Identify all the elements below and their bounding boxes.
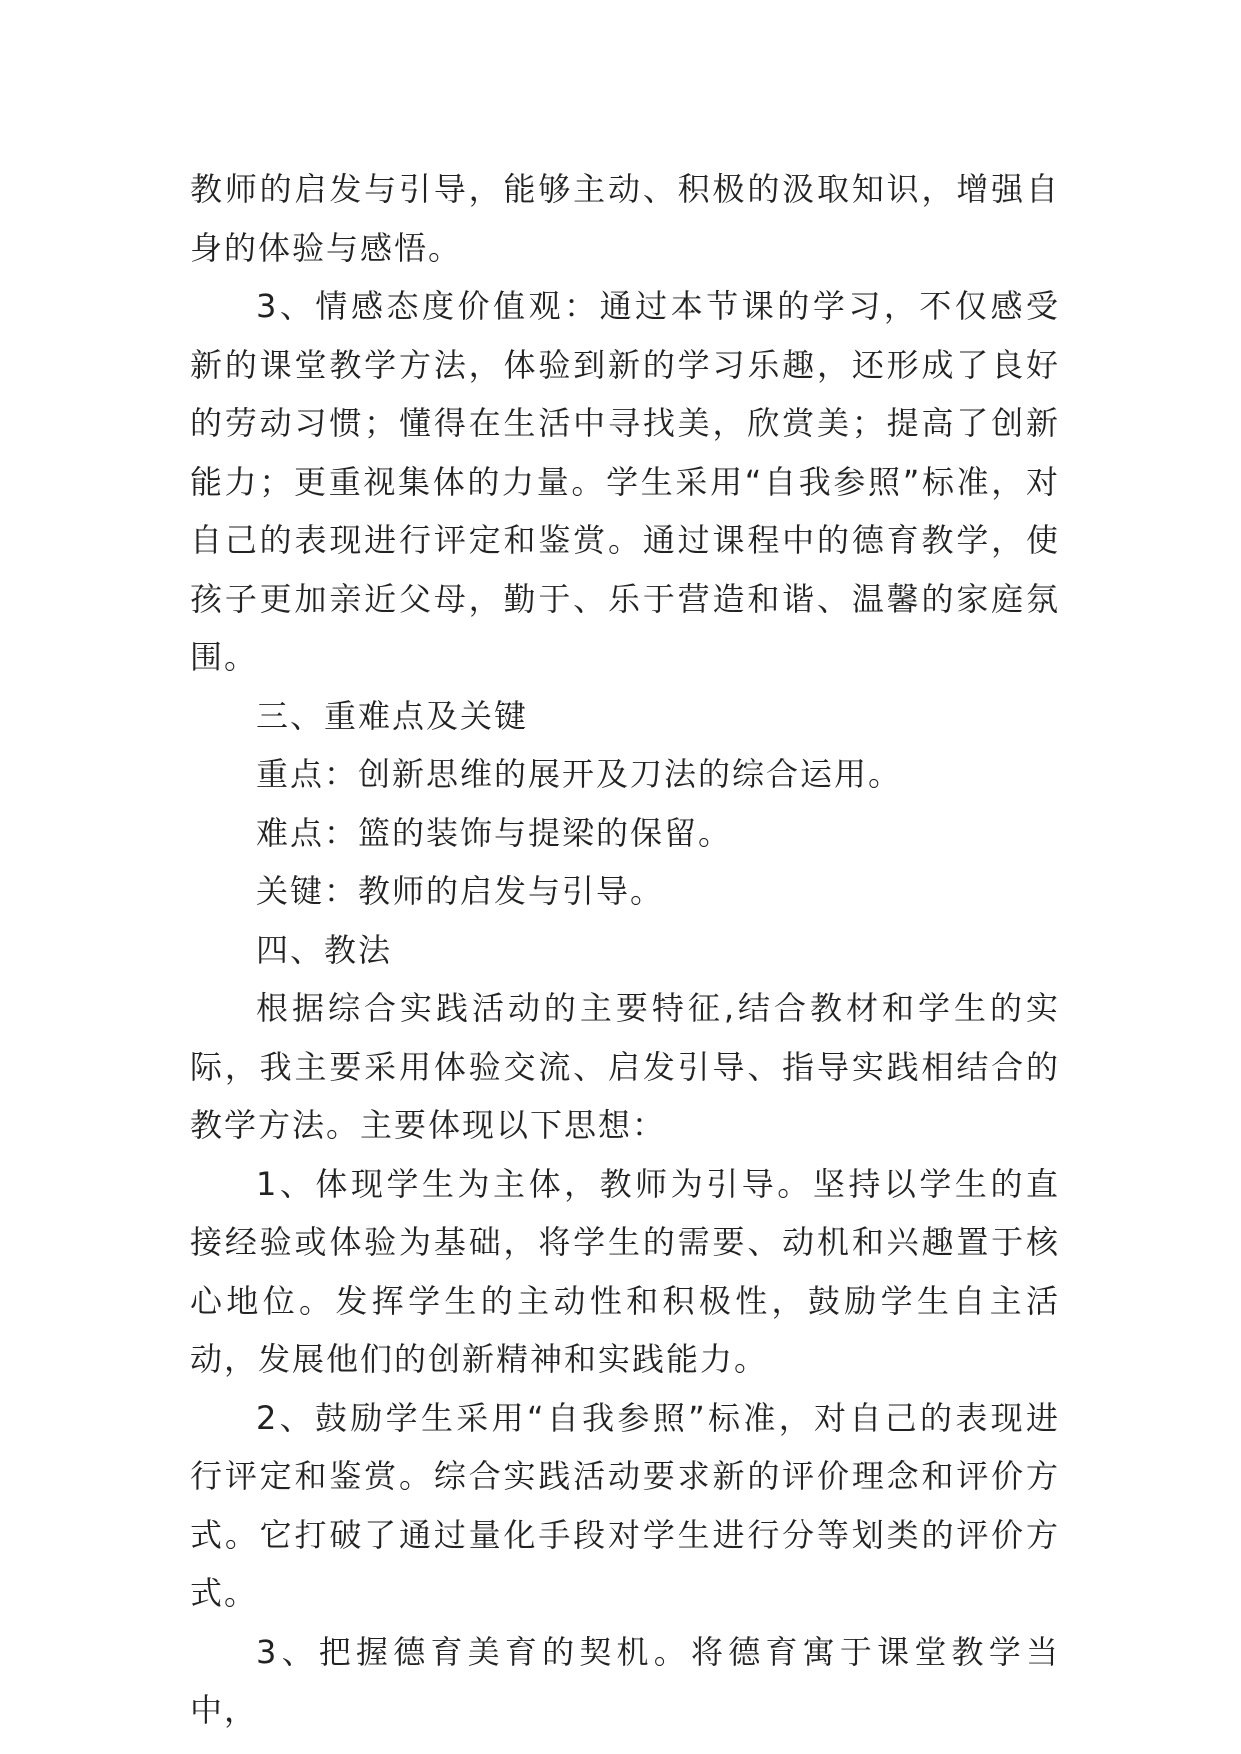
paragraph-principle-2: 2、鼓励学生采用“自我参照”标准，对自己的表现进行评定和鉴赏。综合实践活动要求新的评价理念和评价方式。它打破了通过量化手段对学生进行分等划类的评价方式。: [190, 1398, 1060, 1612]
paragraph-continuation: 教师的启发与引导，能够主动、积极的汲取知识，增强自身的体验与感悟。: [190, 170, 1060, 267]
paragraph-difficult-point: 难点：篮的装饰与提梁的保留。: [256, 813, 733, 852]
paragraph-principle-3: 3、把握德育美育的契机。将德育寓于课堂教学当中，: [190, 1632, 1060, 1729]
paragraph-principle-1: 1、体现学生为主体，教师为引导。坚持以学生的直接经验或体验为基础，将学生的需要、动机和兴趣置于核心地位。发挥学生的主动性和积极性，鼓励学生自主活动，发展他们的创新精神和实践能力。: [190, 1164, 1060, 1378]
paragraph-emotion-attitude: 3、情感态度价值观：通过本节课的学习，不仅感受新的课堂教学方法，体验到新的学习乐趣，还形成了良好的劳动习惯；懂得在生活中寻找美，欣赏美；提高了创新能力；更重视集体的力量。学生采用“自我参照”标准，对自己的表现进行评定和鉴赏。通过课程中的德育教学，使孩子更加亲近父母，勤于、乐于营造和谐、温馨的家庭氛围。: [190, 287, 1060, 676]
paragraph-method-intro: 根据综合实践活动的主要特征,结合教材和学生的实际，我主要采用体验交流、启发引导、指导实践相结合的教学方法。主要体现以下思想：: [190, 989, 1060, 1144]
paragraph-crux: 关键：教师的启发与引导。: [256, 872, 665, 910]
heading-key-difficult-points: 三、重难点及关键: [256, 696, 529, 735]
paragraph-key-point: 重点：创新思维的展开及刀法的综合运用。: [256, 755, 903, 793]
heading-teaching-method: 四、教法: [256, 930, 393, 969]
document-body: [190, 160, 1060, 1740]
